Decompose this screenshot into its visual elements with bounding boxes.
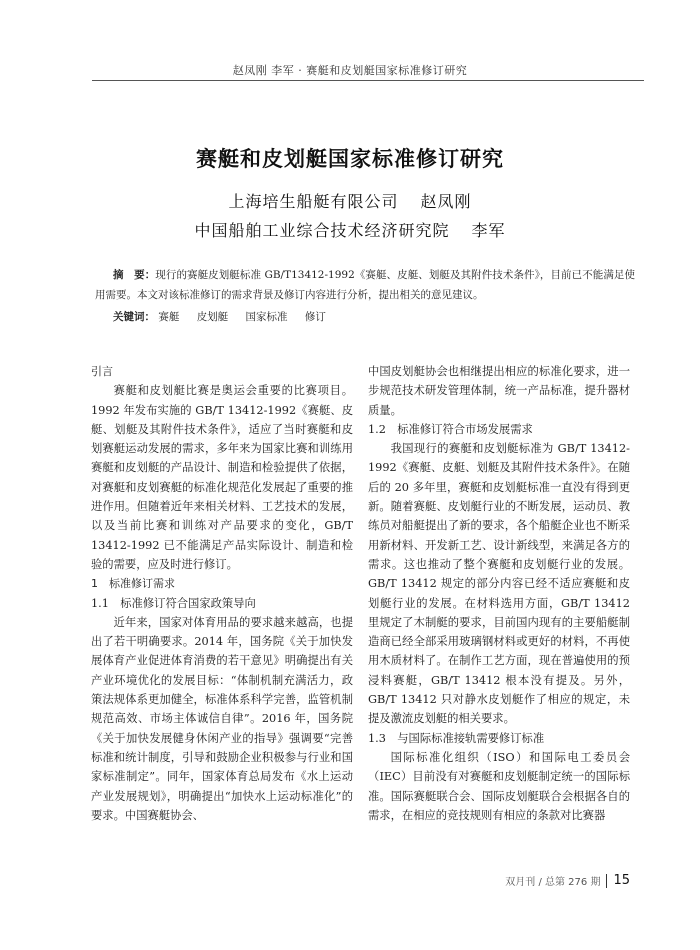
abstract-label: 摘 要： <box>113 269 156 281</box>
left-column <box>91 362 353 825</box>
keyword: 赛艇 <box>158 311 180 323</box>
intro-heading: 引言 <box>91 365 113 378</box>
header-rule <box>92 80 644 81</box>
author-name: 李军 <box>471 221 506 240</box>
keyword: 国家标准 <box>245 311 288 323</box>
footer-divider <box>606 874 607 888</box>
abstract-text: 现行的赛艇皮划艇标准 GB/T13412-1992《赛艇、皮艇、划艇及其附件技术条件》，目前已不能满足使用需要。本文对该标准修订的需求背景及修订内容进行分析，提出相关的意见建议。 <box>95 269 635 301</box>
abstract <box>95 265 635 305</box>
right-column <box>368 362 630 825</box>
section-1-1-heading: 1.1 标准修订符合国家政策导向 <box>91 596 256 610</box>
continued-paragraph: 中国皮划艇协会也相继提出相应的标准化要求，进一步规范技术研发管理体制，统一产品标准，提升器材质量。 <box>368 365 630 417</box>
page-footer <box>505 873 630 888</box>
section-1-2-paragraph: 我国现行的赛艇和皮划艇标准为 GB/T 13412-1992《赛艇、皮艇、划艇及其附件技术条件》。在随后的 20 多年里，赛艇和皮划艇标准一直没有得到更新。随着赛艇、皮划艇行业的不断发展，运动员、教练员对船艇提出了新的要求，各个船艇企业也不断采用新材料、开发新工艺、设计新线型，来满足各方的需求。这也推动了整个赛艇和皮划艇行业的发展。GB/T 13412 规定的部分内容已经不适应赛艇和皮划艇行业的发展。在材料选用方面，GB/T 13412 里规定了木制艇的要求，目前国内现有的主要船艇制造商已经全部采用玻璃钢材料或更好的材料，不再使用木质材料了。在制作工艺方面，现在普遍使用的预浸料赛艇，GB/T 13412 根本没有提及。另外，GB/T 13412 只对静水皮划艇作了相应的规定，未提及激流皮划艇的相关要求。 <box>368 442 630 726</box>
keywords <box>113 307 635 327</box>
author-name: 赵凤刚 <box>420 192 472 211</box>
intro-paragraph: 赛艇和皮划艇比赛是奥运会重要的比赛项目。1992 年发布实施的 GB/T 13412-1992《赛艇、皮艇、划艇及其附件技术条件》，适应了当时赛艇和皮划赛艇运动发展的需求，多年来为国家比赛和训练用赛艇和皮划艇的产品设计、制造和检验提供了依据，对赛艇和皮划赛艇的标准化规范化发展起了重要的推进作用。但随着近年来相关材料、工艺技术的发展，以及当前比赛和训练对产品要求的变化，GB/T 13412-1992 已不能满足产品实际设计、制造和检验的需要，应及时进行修订。 <box>91 384 353 571</box>
section-1-1-paragraph: 近年来，国家对体育用品的要求越来越高，也提出了若干明确要求。2014 年，国务院《关于加快发展体育产业促进体育消费的若干意见》明确提出有关产业环境优化的发展目标：“体制机制充满活力，政策法规体系更加健全，标准体系科学完善，监管机制规范高效、市场主体诚信自律”。2016 年，国务院《关于加快发展健身休闲产业的指导》强调要“完善标准和统计制度，引导和鼓励企业积极参与行业和国家标准制定”。同年，国家体育总局发布《水上运动产业发展规划》，明确提出“加快水上运动标准化”的要求。中国赛艇协会、 <box>91 615 353 822</box>
issue-info: 双月刊 / 总第 276 期 <box>505 877 601 888</box>
keyword: 修订 <box>304 311 326 323</box>
keyword: 皮划艇 <box>196 311 229 323</box>
affiliation-org: 上海培生船艇有限公司 <box>228 192 399 211</box>
page-number: 15 <box>613 873 630 888</box>
section-1-2-heading: 1.2 标准修订符合市场发展需求 <box>368 422 533 436</box>
affiliation-line-1 <box>0 189 700 212</box>
article-title: 赛艇和皮划艇国家标准修订研究 <box>196 147 504 171</box>
keywords-label: 关键词： <box>113 311 155 323</box>
abstract-block <box>95 265 635 327</box>
section-1-heading: 1 标准修订需求 <box>91 577 175 591</box>
affiliation-org: 中国船舶工业综合技术经济研究院 <box>194 221 450 240</box>
section-1-3-paragraph: 国际标准化组织（ISO）和国际电工委员会（IEC）目前没有对赛艇和皮划艇制定统一的国际标准。国际赛艇联合会、国际皮划艇联合会根据各自的需求，在相应的竞技规则有相应的条款对比赛器 <box>368 750 630 822</box>
affiliation-line-2 <box>0 218 700 241</box>
running-header: 赵凤刚 李军 · 赛艇和皮划艇国家标准修订研究 <box>232 64 468 77</box>
section-1-3-heading: 1.3 与国际标准接轨需要修订标准 <box>368 731 545 745</box>
